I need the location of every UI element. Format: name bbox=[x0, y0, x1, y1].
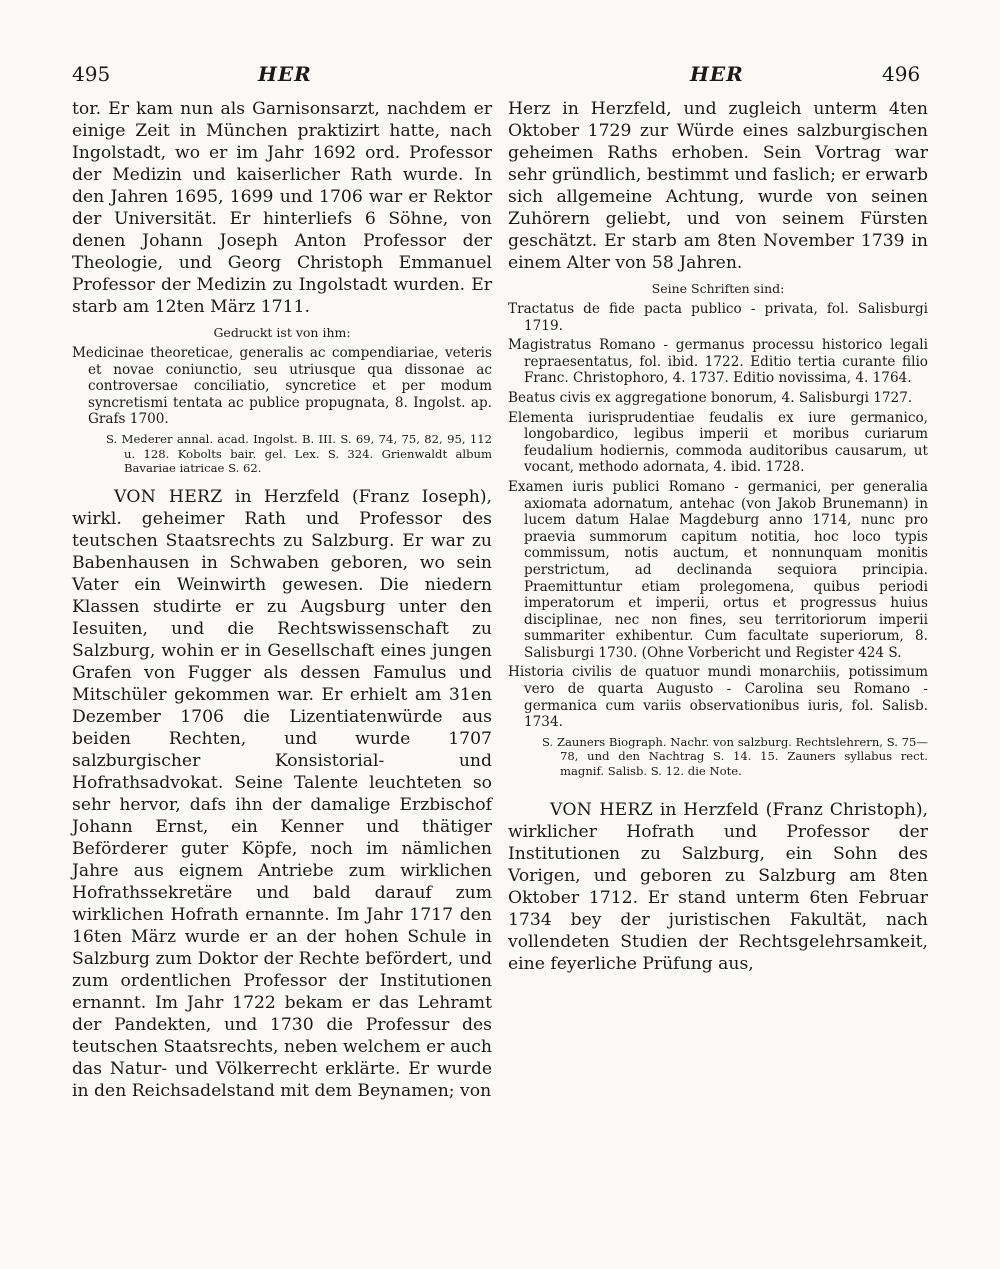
right-work-entry: Tractatus de fide pacta publico - privata, fol. Salisburgi 1719. bbox=[508, 301, 928, 334]
right-work-entry: Magistratus Romano - germanus processu historico legali repraesentatus, fol. ibid. 1722. Editio tertia curante filio Franc. Christophoro, 4. 1737. Editio novissima, 4. 1764. bbox=[508, 337, 928, 387]
right-work-entry: Beatus civis ex aggregatione bonorum, 4. Salisburgi 1727. bbox=[508, 389, 913, 406]
left-paragraph-2 bbox=[72, 486, 492, 1102]
right-works-heading: Seine Schriften sind: bbox=[651, 281, 785, 296]
entry-text: in Herzfeld (Franz Ioseph), wirkl. geheimer Rath und Professor des teutschen Staatsrechts zu Salzburg. Er war zu Babenhausen in Schwaben geboren, wo sein Vater ein Weinwirth gewesen. Die niedern Klassen studirte er zu Augsburg unter den Iesuiten, und die Rechtswissenschaft zu Salzburg, wohin er in Gesellschaft eines jungen Grafen von Fugger als dessen Famulus und Mitschüler gekommen war. Er erhielt am 31en Dezember 1706 die Lizentiatenwürde aus beiden Rechten, und wurde 1707 salzburgischer Konsistorial- und Hofrathsadvokat. Seine Talente leuchteten so sehr hervor, dafs ihn der damalige Erzbischof Johann Ernst, ein Kenner und thätiger Beförderer guter Köpfe, noch im nämlichen Jahre aus eignem Antriebe zum wirklichen Hofrathssekretäre und bald darauf zum wirklichen Hofrath ernannte. Im Jahr 1717 den 16ten März wurde er an der hohen Schule in Salzburg zum Doktor der Rechte befördert, und zum ordentlichen Professor der Institutionen ernannt. Im Jahr 1722 bekam er das Lehramt der Pandekten, und 1730 die Professur des teutschen Staatsrechts, neben welchem er auch das Natur- und Völkerrecht erklärte. Er wurde in den Reichsadelstand mit dem Beynamen; von bbox=[72, 486, 492, 1101]
entry-name: VON HERZ bbox=[114, 486, 223, 507]
entry-name: VON HERZ bbox=[550, 799, 653, 820]
right-work-entry: Examen iuris publici Romano - germanici, per generalia axiomata adornatum, antehac (von Jakob Brunemann) in lucem datum Halae Magdeburg anno 1714, nunc pro praevia summorum capitum notitia, hoc loco typis commissum, notis auctum, et nonnunquam monitis perstrictum, ad declinanda sequiora principia. Praemittuntur etiam prolegomena, quibus periodi imperatorum et imperii, ortus et progressus huius disciplinae, nec non fines, seu territoriorum imperii summariter exhibentur. Cum facultate superiorum, 8. Salisburgi 1730. (Ohne Vorbericht und Register 424 S. bbox=[508, 478, 928, 661]
running-head-right: HER bbox=[690, 62, 744, 86]
running-head-left: HER bbox=[258, 62, 312, 86]
right-paragraph-2 bbox=[508, 799, 928, 975]
right-paragraph-1: Herz in Herzfeld, und zugleich unterm 4ten Oktober 1729 zur Würde eines salzburgischen geheimen Raths erhoben. Sein Vortrag war sehr gründlich, bestimmt und faslich; er erwarb sich allgemeine Achtung, wurde von seinen Zuhörern geliebt, und von seinem Fürsten geschätzt. Er starb am 8ten November 1739 in einem Alter von 58 Jahren. bbox=[508, 99, 928, 273]
right-column bbox=[508, 98, 928, 975]
right-work-entry: Elementa iurisprudentiae feudalis ex iure germanico, longobardico, legibus imperii et moribus curiarum feudalium hodiernis, commoda auditoribus causarum, ut vocant, methodo adornata, 4. ibid. 1728. bbox=[508, 409, 928, 476]
left-work-entry: Medicinae theoreticae, generalis ac compendiariae, veteris et novae coniunctio, seu utriusque qua dissonae ac controversae conciliatio, syncretice et per modum syncretismi tentata ac publice propugnata, 8. Ingolst. ap. Grafs 1700. bbox=[72, 345, 492, 428]
page-number-right: 496 bbox=[882, 62, 921, 86]
page-number-left: 495 bbox=[72, 62, 111, 86]
right-reference-note: S. Zauners Biograph. Nachr. von salzburg. Rechtslehrern, S. 75—78, und den Nachtrag S. 14. 15. Zauners syllabus rect. magnif. Salisb. S. 12. die Note. bbox=[542, 734, 928, 779]
left-column bbox=[72, 98, 492, 1102]
left-reference-note: S. Mederer annal. acad. Ingolst. B. III. S. 69, 74, 75, 82, 95, 112 u. 128. Kobolts bair. gel. Lex. S. 324. Grienwaldt album Bavariae iatricae S. 62. bbox=[106, 431, 492, 476]
right-work-entry: Historia civilis de quatuor mundi monarchiis, potissimum vero de quarta Augusto - Carolina seu Romano - germanica cum variis observationibus iuris, fol. Salisb. 1734. bbox=[508, 664, 928, 731]
left-works-heading: Gedruckt ist von ihm: bbox=[213, 325, 351, 340]
entry-text: in Herzfeld (Franz Christoph), wirklicher Hofrath und Professor der Institutionen zu Salzburg, ein Sohn des Vorigen, und geboren zu Salzburg am 8ten Oktober 1712. Er stand unterm 6ten Februar 1734 bey der juristischen Fakultät, nach vollendeten Studien der Rechtsgelehrsamkeit, eine feyerliche Prüfung aus, bbox=[508, 799, 928, 974]
left-paragraph-1: tor. Er kam nun als Garnisonsarzt, nachdem er einige Zeit in München praktizirt hatte, nach Ingolstadt, wo er im Jahr 1692 ord. Professor der Medizin und kaiserlicher Rath wurde. In den Jahren 1695, 1699 und 1706 war er Rektor der Universität. Er hinterliefs 6 Söhne, von denen Johann Joseph Anton Professor der Theologie, und Georg Christoph Emmanuel Professor der Medizin zu Ingolstadt wurden. Er starb am 12ten März 1711. bbox=[72, 99, 492, 317]
